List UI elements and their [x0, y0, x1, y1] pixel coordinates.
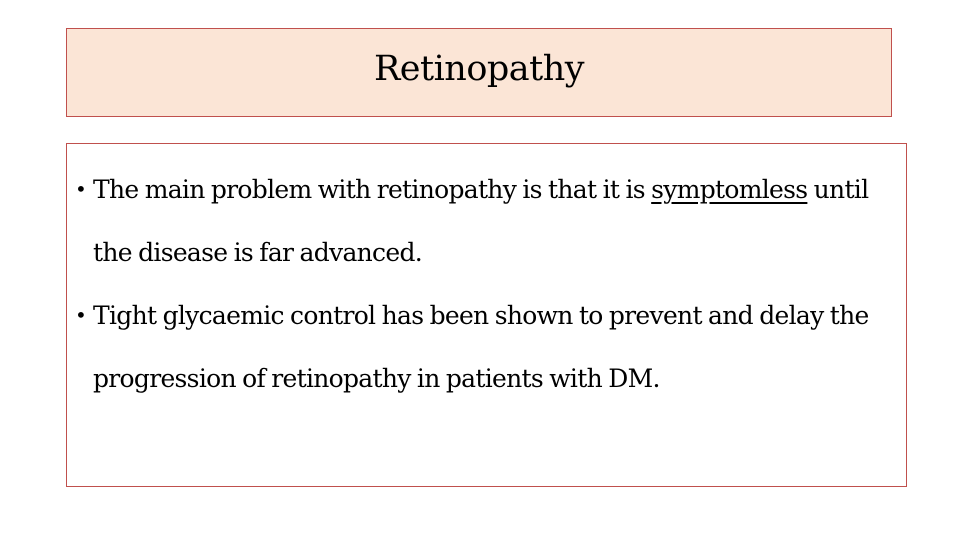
slide-title: Retinopathy [373, 48, 585, 89]
bullet-list [75, 158, 901, 410]
bullet-text: Tight glycaemic control has been shown to prevent and delay the progression of retinopathy in patients with DM. [93, 301, 869, 393]
emphasis-text: symptomless [651, 175, 808, 204]
bullet-text: The main problem with retinopathy is that it is [93, 175, 652, 204]
bullet-item-glycaemic-control [75, 284, 901, 410]
title-banner [66, 28, 892, 117]
bullet-item-symptomless [75, 158, 901, 284]
bullet-text-continued: until the disease is far advanced. [93, 175, 869, 267]
bullet-icon: • [75, 177, 87, 201]
content-box [66, 143, 907, 487]
bullet-icon: • [75, 303, 87, 327]
